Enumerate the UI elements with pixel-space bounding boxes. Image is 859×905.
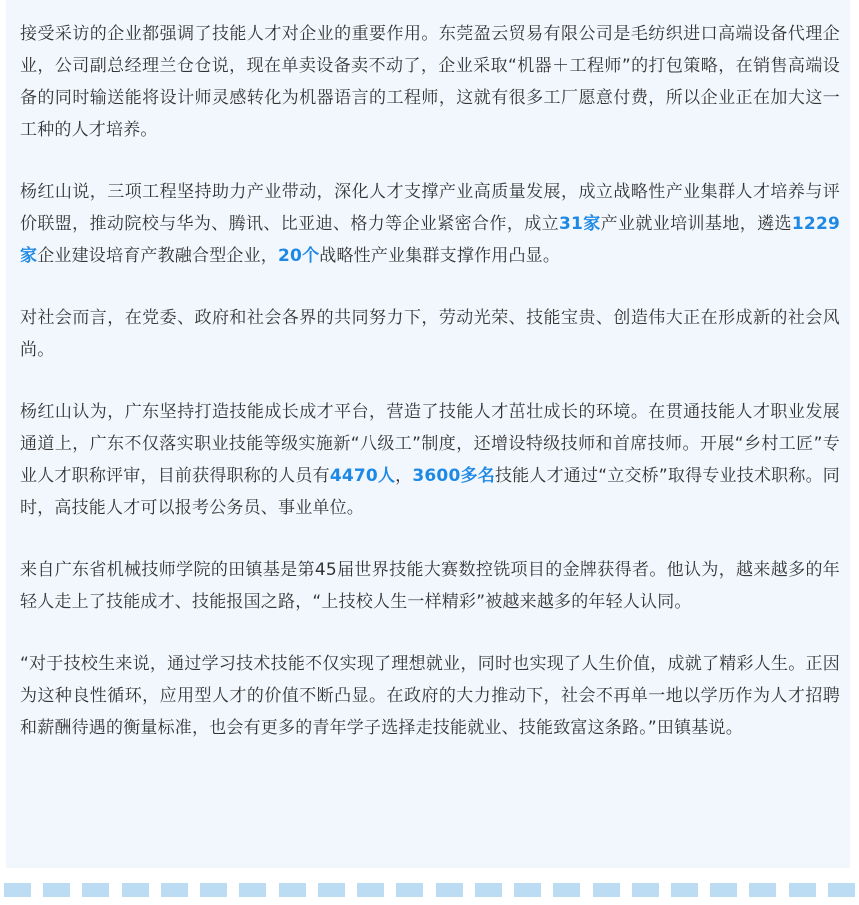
divider-dash <box>789 883 816 897</box>
stat-training-bases: 31家 <box>558 214 601 234</box>
paragraph-2-text: 企业建设培育产教融合型企业， <box>37 246 279 266</box>
paragraph-4-text: 技能人才通过“立交桥”取得专业技术职称。同时，高技能人才可以报考公务员、事业单位。 <box>20 466 840 518</box>
article-body <box>6 0 850 868</box>
divider-dash <box>553 883 580 897</box>
paragraph-4-text: 杨红山认为，广东坚持打造技能成长成才平台，营造了技能人才茁壮成长的环境。在贯通技能人才职业发展通道上，广东不仅落实职业技能等级实施新“八级工”制度，还增设特级技师和首席技师。开展“乡村工匠”专业人才职称评审，目前获得职称的人员有 <box>20 402 840 486</box>
divider-dash <box>514 883 541 897</box>
paragraph-4-text: ， <box>395 466 413 486</box>
divider-dash <box>828 883 855 897</box>
divider-dash <box>239 883 266 897</box>
divider-dash <box>82 883 109 897</box>
paragraph-5: 来自广东省机械技师学院的田镇基是第45届世界技能大赛数控铣项目的金牌获得者。他认为，越来越多的年轻人走上了技能成才、技能报国之路，“上技校人生一样精彩”被越来越多的年轻人认同。 <box>20 560 840 612</box>
paragraph-1: 接受采访的企业都强调了技能人才对企业的重要作用。东莞盈云贸易有限公司是毛纺织进口高端设备代理企业，公司副总经理兰仓仓说，现在单卖设备卖不动了，企业采取“机器＋工程师”的打包策略，在销售高端设备的同时输送能将设计师灵感转化为机器语言的工程师，这就有很多工厂愿意付费，所以企业正在加大这一工种的人才培养。 <box>20 24 840 140</box>
paragraph-2-text: 产业就业培训基地，遴选 <box>600 214 792 234</box>
paragraph-2-text: 战略性产业集群支撑作用凸显。 <box>319 246 561 266</box>
divider-dash <box>318 883 345 897</box>
divider-dash <box>43 883 70 897</box>
paragraph-3: 对社会而言，在党委、政府和社会各界的共同努力下，劳动光荣、技能宝贵、创造伟大正在形成新的社会风尚。 <box>20 308 840 360</box>
stat-title-holders: 4470人 <box>329 466 396 486</box>
divider-dash <box>749 883 776 897</box>
divider-dash <box>200 883 227 897</box>
stat-enterprises: 1229家 <box>20 214 841 266</box>
paragraph-6: “对于技校生来说，通过学习技术技能不仅实现了理想就业，同时也实现了人生价值，成就了精彩人生。正因为这种良性循环，应用型人才的价值不断凸显。在政府的大力推动下，社会不再单一地以学历作为人才招聘和薪酬待遇的衡量标准，也会有更多的青年学子选择走技能就业、技能致富这条路。”田镇基说。 <box>20 654 840 738</box>
divider-dash <box>122 883 149 897</box>
divider-dash <box>593 883 620 897</box>
divider-dash <box>632 883 659 897</box>
paragraph-2 <box>20 176 840 272</box>
divider-dash <box>161 883 188 897</box>
divider-dash <box>357 883 384 897</box>
paragraph-2-text: 杨红山说，三项工程坚持助力产业带动，深化人才支撑产业高质量发展，成立战略性产业集群人才培养与评价联盟，推动院校与华为、腾讯、比亚迪、格力等企业紧密合作，成立 <box>20 182 840 234</box>
stat-industry-clusters: 20个 <box>278 246 320 266</box>
dashed-divider <box>0 883 859 897</box>
divider-dash <box>436 883 463 897</box>
divider-dash <box>279 883 306 897</box>
divider-dash <box>710 883 737 897</box>
divider-dash <box>475 883 502 897</box>
divider-dash <box>396 883 423 897</box>
divider-dash <box>671 883 698 897</box>
stat-skilled-talents: 3600多名 <box>412 466 495 486</box>
divider-dash <box>4 883 31 897</box>
paragraph-4 <box>20 396 840 524</box>
